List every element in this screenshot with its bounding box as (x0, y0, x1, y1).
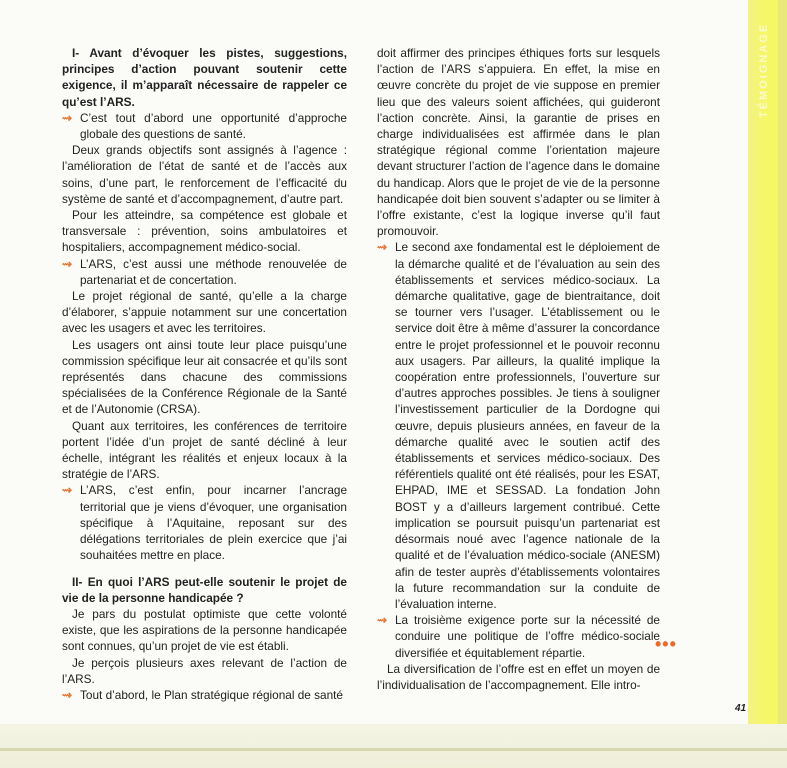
bottom-page-edge (0, 724, 787, 768)
body-paragraph: Quant aux territoires, les conférences de territoire portent l’idée d’un projet de santé décliné à leur échelle, intégrant les réalités et enjeux locaux à la stratégie de l’ARS. (62, 418, 347, 482)
body-paragraph: Je perçois plusieurs axes relevant de l’action de l’ARS. (62, 655, 347, 686)
bullet-text: Tout d’abord, le Plan stratégique régional de santé (80, 687, 343, 702)
bullet-text: L’ARS, c’est enfin, pour incarner l’ancrage territorial que je viens d’évoquer, une organisation spécifique à l’Aquitaine, reposant sur des délégations territoriales de plein exercice que j’ai souhaitées mettre en place. (80, 483, 347, 563)
section-heading: I- Avant d’évoquer les pistes, suggestions, principes d’action pouvant soutenir cette exigence, il m’apparaît nécessaire de rappeler ce qu’est l’ARS. (62, 46, 347, 109)
arrow-bullet-paragraph (62, 482, 347, 563)
arrow-bullet-icon: ⇝ (377, 613, 388, 628)
body-paragraph: Deux grands objectifs sont assignés à l’agence : l’amélioration de l’état de santé et de l’accès aux soins, d’une part, le renforcement de l’efficacité du système de santé et d’accompagnement, d’autre part. (62, 143, 347, 206)
right-text-column (377, 45, 660, 693)
arrow-bullet-paragraph (62, 110, 347, 142)
body-paragraph: Les usagers ont ainsi toute leur place puisqu’une commission spécifique leur ait consacrée et qu’ils sont représentés dans chacune des commissions spécialisées de la Conférence Régionale de la Santé et de l’Autonomie (CRSA). (62, 337, 347, 417)
arrow-bullet-icon: ⇝ (62, 110, 73, 125)
arrow-bullet-icon: ⇝ (62, 687, 73, 702)
bullet-text: L’ARS, c’est aussi une méthode renouvelée de partenariat et de concertation. (80, 256, 347, 287)
bottom-page-line (0, 748, 787, 751)
body-paragraph: doit affirmer des principes éthiques forts sur lesquels l’action de l’ARS s’appuiera. En effet, la mise en œuvre concrète du projet de vie suppose en premier lieu que des valeurs soient affichées, qui guideront l’action concrète. Ainsi, la garantie de prises en charge individualisées est affirmée dans le plan stratégique régional comme l’orientation majeure devant structurer l’action de l’agence dans le domaine du handicap. Alors que le projet de vie de la personne handicapée doit bien souvent s’adapter ou se limiter à l’offre existante, c’est la logique inverse qu’il faut promouvoir. (377, 46, 660, 239)
body-paragraph: La diversification de l’offre est en effet un moyen de l’individualisation de l’accompagnement. Elle intro- (377, 661, 660, 692)
arrow-bullet-icon: ⇝ (377, 240, 388, 255)
paragraph-spacer (62, 564, 347, 574)
body-paragraph: Le projet régional de santé, qu’elle a la charge d’élaborer, s’appuie notamment sur une concertation avec les usagers et avec les territoires. (62, 289, 347, 336)
arrow-bullet-paragraph (62, 687, 347, 703)
arrow-bullet-paragraph (377, 239, 660, 612)
bullet-text: Le second axe fondamental est le déploiement de la démarche qualité et de l’évaluation au sein des établissements et services médico-sociaux. La démarche qualitative, gage de bientraitance, doit se tourner vers l’usager. L’établissement ou le service doit être à même d’assurer la concordance entre le projet professionnel et le pouvoir reconnu aux usagers. Par ailleurs, la qualité implique la coopération entre professionnels, l’ouverture sur d’autres approches possibles. Je tiens à souligner l’investissement particulier de la Dordogne qui œuvre, depuis plusieurs années, en faveur de la démarche qualité avec le soutien actif des établissements et services médico-sociaux. Des référentiels qualité ont été réalisés, pour les ESAT, EHPAD, IME et SESSAD. La fondation John BOST y a d’ailleurs largement contribué. Cette implication se poursuit puisqu’un partenariat est désormais noué avec l’agence nationale de la qualité et de l’évaluation médico-sociale (ANESM) afin de tester auprès d’établissements volontaires la future recommandation sur la conduite de l’évaluation interne. (395, 240, 660, 611)
left-text-column (62, 45, 347, 703)
arrow-bullet-icon: ⇝ (62, 483, 73, 498)
body-paragraph: Pour les atteindre, sa compétence est globale et transversale : prévention, soins ambulatoires et hospitaliers, accompagnement médico-social. (62, 208, 347, 255)
arrow-bullet-paragraph (62, 256, 347, 288)
arrow-bullet-icon: ⇝ (62, 256, 73, 271)
continuation-dots-icon: ••• (655, 634, 677, 654)
section-heading: II- En quoi l’ARS peut-elle soutenir le projet de vie de la personne handicapée ? (62, 574, 347, 605)
bullet-text: La troisième exigence porte sur la nécessité de conduire une politique de l’offre médico-sociale diversifiée et équitablement répartie. (395, 613, 660, 660)
arrow-bullet-paragraph (377, 612, 660, 661)
body-paragraph: Je pars du postulat optimiste que cette volonté existe, que les aspirations de la personne handicapée sont connues, qu’un projet de vie est établi. (62, 606, 347, 654)
side-label: TÉMOIGNAGE (758, 22, 770, 118)
bullet-text: C’est tout d’abord une opportunité d’approche globale des questions de santé. (80, 110, 347, 142)
page-number: 41 (735, 703, 747, 714)
